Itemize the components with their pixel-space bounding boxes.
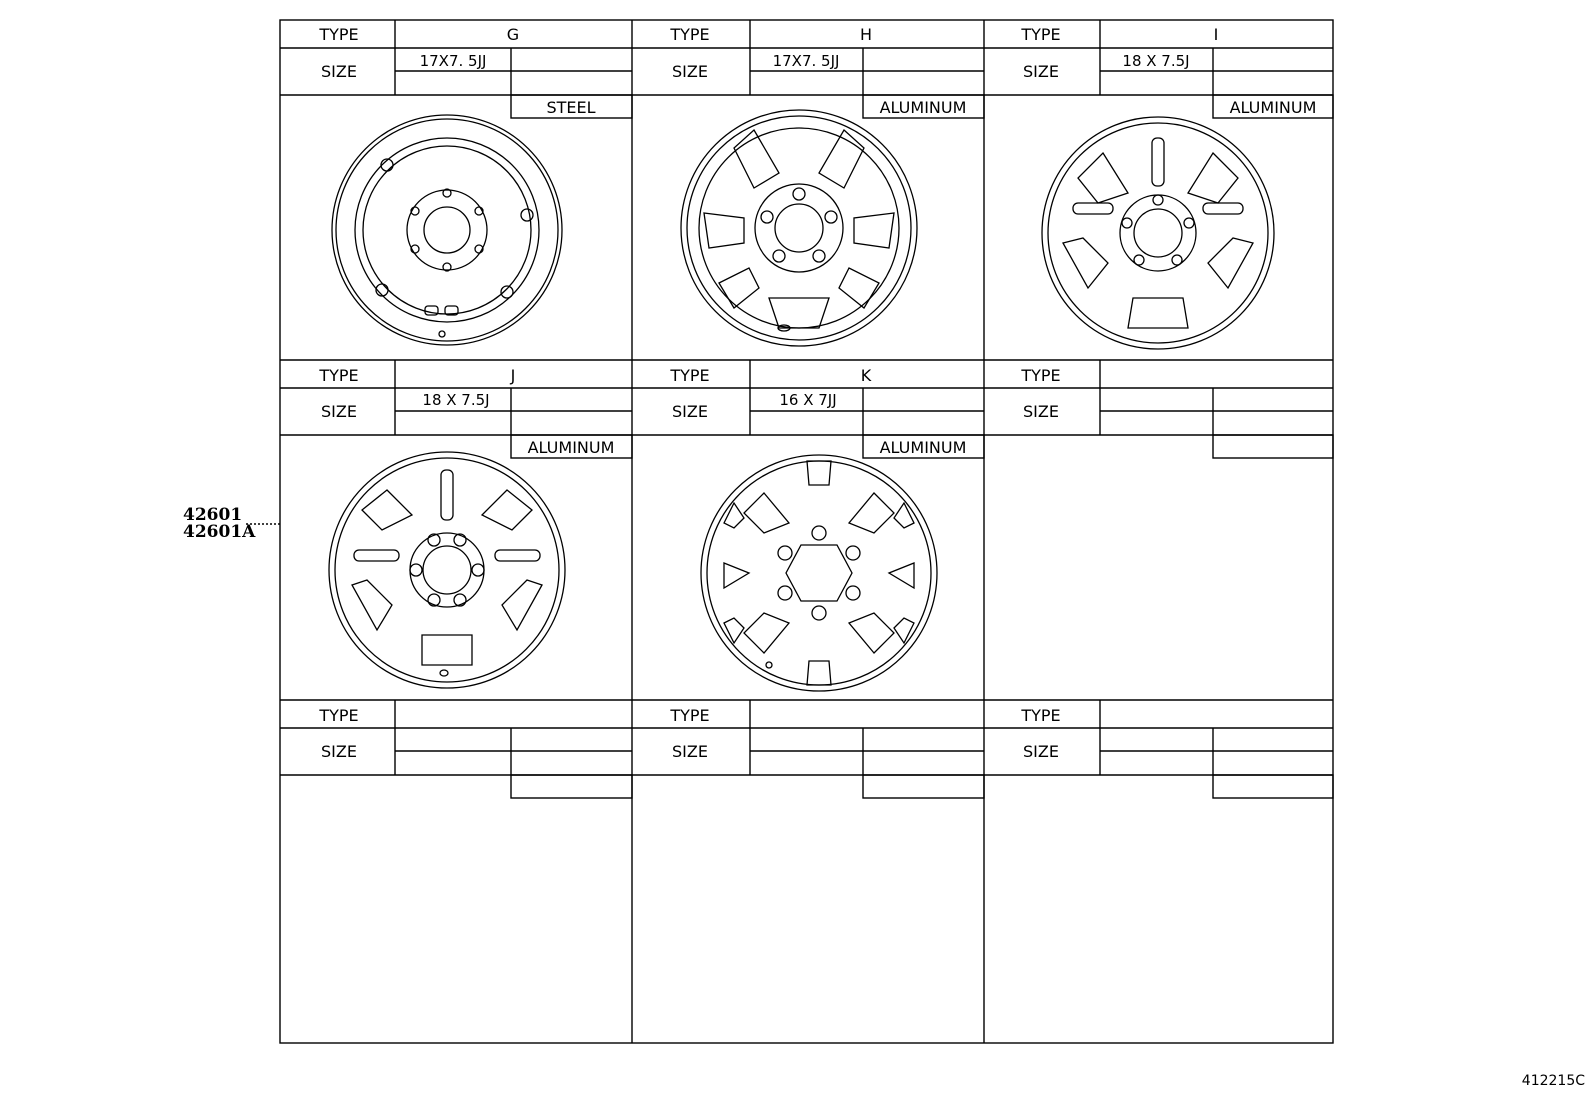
type-value-k: K: [860, 366, 872, 385]
part-number-42601: 42601: [183, 505, 243, 525]
size-label: SIZE: [1023, 402, 1059, 421]
wheel-g-steel-illustration: [332, 115, 562, 345]
reference-code: 412215C: [1521, 1073, 1585, 1089]
type-label: TYPE: [1021, 25, 1061, 44]
type-label: TYPE: [319, 25, 359, 44]
size-label: SIZE: [321, 402, 357, 421]
wheel-h-aluminum-illustration: [681, 110, 917, 346]
row-3-headers: [280, 700, 1333, 798]
material-tag-j: ALUMINUM: [527, 438, 615, 457]
size-label: SIZE: [672, 402, 708, 421]
type-value-g: G: [506, 25, 520, 44]
size-label: SIZE: [672, 742, 708, 761]
wheel-k-aluminum-illustration: [701, 455, 937, 691]
wheel-j-aluminum-illustration: [329, 452, 565, 688]
material-tag-i: ALUMINUM: [1229, 98, 1317, 117]
size-label: SIZE: [672, 62, 708, 81]
size-value-i: 18 X 7.5J: [1122, 52, 1190, 70]
type-label: TYPE: [319, 706, 359, 725]
part-number-42601a: 42601A: [183, 522, 256, 542]
size-value-g: 17X7. 5JJ: [419, 52, 487, 70]
table-frame: [280, 20, 1333, 1043]
material-tag-k: ALUMINUM: [879, 438, 967, 457]
material-tag-g: STEEL: [546, 98, 596, 117]
size-value-j: 18 X 7.5J: [422, 391, 490, 409]
type-label: TYPE: [670, 706, 710, 725]
type-label: TYPE: [319, 366, 359, 385]
size-label: SIZE: [1023, 62, 1059, 81]
type-value-h: H: [859, 25, 873, 44]
type-label: TYPE: [1021, 366, 1061, 385]
type-value-j: J: [510, 366, 516, 385]
size-value-k: 16 X 7JJ: [779, 391, 837, 409]
size-label: SIZE: [321, 62, 357, 81]
type-label: TYPE: [670, 366, 710, 385]
material-tag-h: ALUMINUM: [879, 98, 967, 117]
row-2-headers: [280, 360, 1333, 458]
wheel-i-aluminum-illustration: [1042, 117, 1274, 349]
size-value-h: 17X7. 5JJ: [772, 52, 840, 70]
type-value-i: I: [1213, 25, 1219, 44]
size-label: SIZE: [1023, 742, 1059, 761]
type-label: TYPE: [670, 25, 710, 44]
type-label: TYPE: [1021, 706, 1061, 725]
size-label: SIZE: [321, 742, 357, 761]
